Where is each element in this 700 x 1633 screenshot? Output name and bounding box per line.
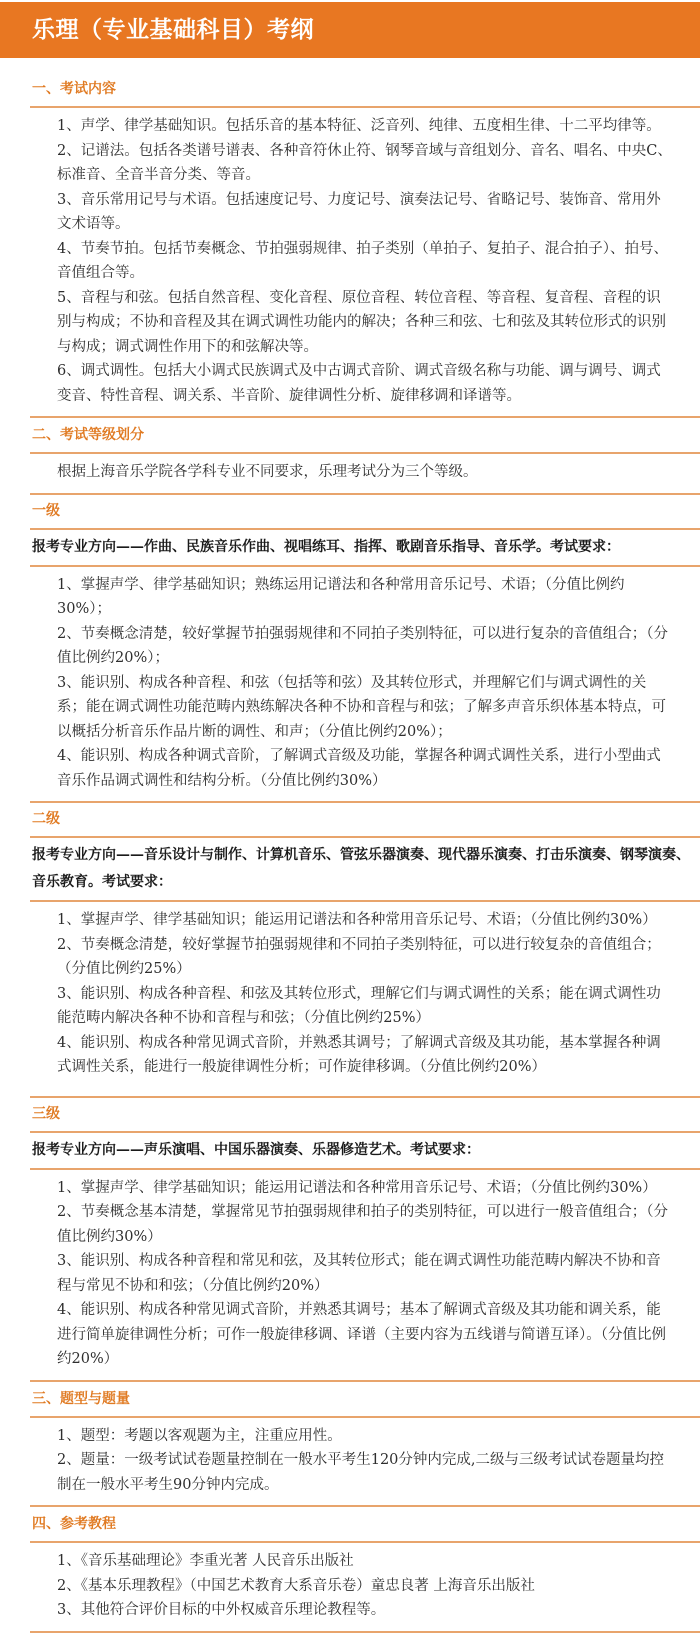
level-1-direction: 报考专业方向——作曲、民族音乐作曲、视唱练耳、指挥、歌剧音乐指导、音乐学。考试要求： (32, 538, 620, 555)
list-item: 2、《基本乐理教程》（中国艺术教育大系音乐卷）童忠良著 上海音乐出版社 (57, 1577, 535, 1594)
section-heading-question-types: 三、题型与题量 (32, 1390, 130, 1407)
list-item: 2、记谱法。包括各类谱号谱表、各种音符休止符、钢琴音域与音组划分、音名、唱名、中央C、标准音、全音半音分类、等音。 (57, 142, 672, 183)
list-item: 1、掌握声学、律学基础知识；熟练运用记谱法和各种常用音乐记号、术语；（分值比例约30%）； (57, 576, 625, 617)
list-item: 2、节奏概念清楚，较好掌握节拍强弱规律和不同拍子类别特征，可以进行较复杂的音值组合；（分值比例约25%） (57, 936, 661, 977)
level-2-requirements (30, 902, 700, 1096)
question-types-list (30, 1418, 700, 1506)
level-3-direction: 报考专业方向——声乐演唱、中国乐器演奏、乐器修造艺术。考试要求： (32, 1141, 480, 1158)
list-item: 6、调式调性。包括大小调式民族调式及中古调式音阶、调式音级名称与功能、调与调号、调式变音、特性音程、调关系、半音阶、旋律调性分析、旋律移调和译谱等。 (57, 363, 661, 404)
references-list (30, 1543, 700, 1631)
intro-text: 根据上海音乐学院各学科专业不同要求，乐理考试分为三个等级。 (57, 464, 478, 480)
list-item: 2、节奏概念清楚，较好掌握节拍强弱规律和不同拍子类别特征，可以进行复杂的音值组合；（分值比例约20%）； (57, 625, 668, 666)
list-item: 1、掌握声学、律学基础知识；能运用记谱法和各种常用音乐记号、术语；（分值比例约30%） (57, 1179, 657, 1196)
list-item: 1、掌握声学、律学基础知识；能运用记谱法和各种常用音乐记号、术语；（分值比例约30%） (57, 912, 657, 928)
list-item: 3、能识别、构成各种音程和常见和弦，及其转位形式；能在调式调性功能范畴内解决不协和音程与常见不协和和弦；（分值比例约20%） (57, 1253, 661, 1294)
list-item: 2、节奏概念基本清楚，掌握常见节拍强弱规律和拍子的类别特征，可以进行一般音值组合；（分值比例约30%） (57, 1204, 668, 1245)
section-heading-levels: 二、考试等级划分 (32, 427, 144, 443)
list-item: 3、能识别、构成各种音程、和弦（包括等和弦）及其转位形式，并理解它们与调式调性的关系；能在调式调性功能范畴内熟练解决各种不协和音程与和弦；了解多声音乐织体基本特点，可以概括分析音乐作品片断的调性、和声；（分值比例约20%）； (57, 674, 666, 740)
list-item: 4、能识别、构成各种常见调式音阶，并熟悉其调号；了解调式音级及其功能，基本掌握各种调式调性关系，能进行一般旋律调性分析；可作旋律移调。（分值比例约20%） (57, 1034, 661, 1075)
list-item: 5、音程与和弦。包括自然音程、变化音程、原位音程、转位音程、等音程、复音程、音程的识别与构成；不协和音程及其在调式调性功能内的解决；各种三和弦、七和弦及其转位形式的识别与构成；调式调性作用下的和弦解决等。 (57, 289, 666, 355)
level-1-requirements (30, 567, 700, 802)
section-heading-references: 四、参考教程 (32, 1516, 116, 1532)
level-3-heading: 三级 (32, 1105, 60, 1122)
levels-intro (30, 454, 700, 493)
spacer (30, 58, 700, 72)
list-item: 3、音乐常用记号与术语。包括速度记号、力度记号、演奏法记号、省略记号、装饰音、常用外文术语等。 (57, 191, 661, 232)
syllabus-document (0, 58, 700, 1633)
list-item: 2、题量：一级考试试卷题量控制在一般水平考生120分钟内完成,二级与三级考试试卷题量均控制在一般水平考生90分钟内完成。 (57, 1452, 665, 1493)
page-title: 乐理（专业基础科目）考纲 (0, 2, 700, 58)
list-item: 4、节奏节拍。包括节奏概念、节拍强弱规律、拍子类别（单拍子、复拍子、混合拍子）、拍号、音值组合等。 (57, 240, 668, 281)
level-1-heading: 一级 (32, 502, 60, 519)
list-item: 3、其他符合评价目标的中外权威音乐理论教程等。 (57, 1602, 386, 1618)
divider (30, 1631, 700, 1633)
level-3-requirements (30, 1170, 700, 1380)
section-heading-exam-content: 一、考试内容 (32, 81, 116, 97)
list-item: 3、能识别、构成各种音程、和弦及其转位形式，理解它们与调式调性的关系；能在调式调性功能范畴内解决各种不协和音程与和弦；（分值比例约25%） (57, 985, 661, 1026)
exam-content-list (30, 108, 700, 416)
level-2-direction: 报考专业方向——音乐设计与制作、计算机音乐、管弦乐器演奏、现代器乐演奏、打击乐演奏、钢琴演奏、音乐教育。考试要求： (32, 847, 690, 890)
list-item: 1、题型：考题以客观题为主，注重应用性。 (57, 1427, 342, 1444)
list-item: 4、能识别、构成各种常见调式音阶，并熟悉其调号；基本了解调式音级及其功能和调关系，能进行简单旋律调性分析；可作一般旋律移调、译谱（主要内容为五线谱与简谱互译）。（分值比例约20%） (57, 1302, 666, 1367)
list-item: 1、《音乐基础理论》李重光著 人民音乐出版社 (57, 1553, 354, 1569)
list-item: 1、声学、律学基础知识。包括乐音的基本特征、泛音列、纯律、五度相生律、十二平均律等。 (57, 118, 661, 134)
level-2-heading: 二级 (32, 811, 60, 827)
list-item: 4、能识别、构成各种调式音阶，了解调式音级及功能，掌握各种调式调性关系，进行小型曲式音乐作品调式调性和结构分析。（分值比例约30%） (57, 748, 661, 789)
